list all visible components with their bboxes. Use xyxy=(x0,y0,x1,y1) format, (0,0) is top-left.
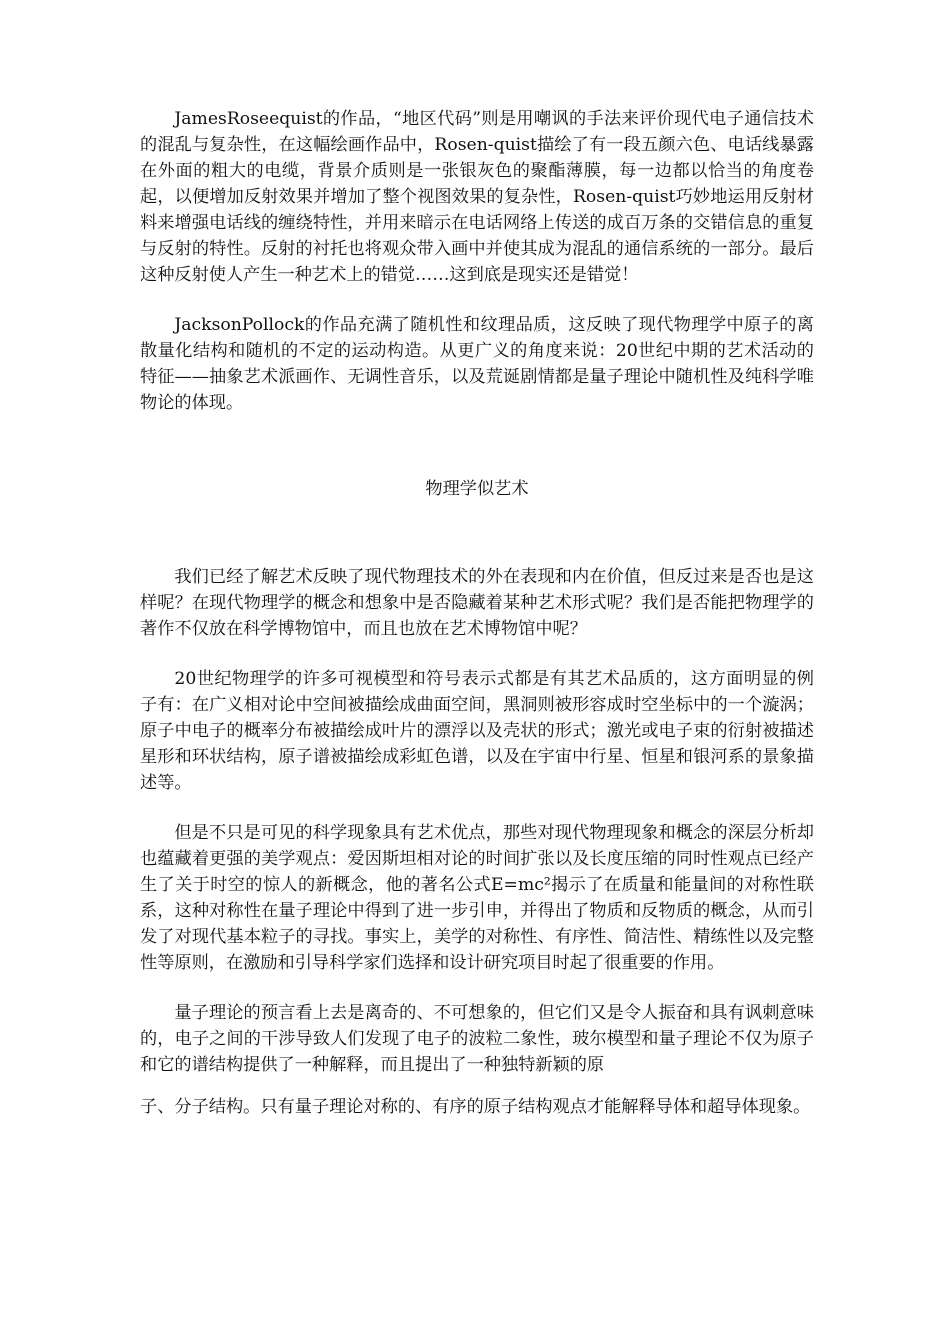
section-heading: 物理学似艺术 xyxy=(425,479,529,499)
paragraph-quantum-predictions: 量子理论的预言看上去是离奇的、不可想象的，但它们又是令人振奋和具有讽刺意味的，电子之间的干涉导致人们发现了电子的波粒二象性，玻尔模型和量子理论不仅为原子和它的谱结构提供了一种解释，而且提出了一种独特新颖的原 xyxy=(140,1003,814,1075)
paragraph-aesthetics-of-concepts: 但是不只是可见的科学现象具有艺术优点，那些对现代物理现象和概念的深层分析却也蕴藏着更强的美学观点：爱因斯坦相对论的时间扩张以及长度压缩的同时性观点已经产生了关于时空的惊人的新概念，他的著名公式E=mc²揭示了在质量和能量间的对称性联系，这种对称性在量子理论中得到了进一步引申，并得出了物质和反物质的概念，从而引发了对现代基本粒子的寻找。事实上，美学的对称性、有序性、简洁性、精练性以及完整性等原则，在激励和引导科学家们选择和设计研究项目时起了很重要的作用。 xyxy=(140,823,814,973)
paragraph-pollock: JacksonPollock的作品充满了随机性和纹理品质，这反映了现代物理学中原子的离散量化结构和随机的不定的运动构造。从更广义的角度来说：20世纪中期的艺术活动的特征——抽象艺术派画作、无调性音乐，以及荒诞剧情都是量子理论中随机性及纯科学唯物论的体现。 xyxy=(140,315,814,413)
paragraph-visual-models: 20世纪物理学的许多可视模型和符号表示式都是有其艺术品质的，这方面明显的例子有：在广义相对论中空间被描绘成曲面空间，黑洞则被形容成时空坐标中的一个漩涡；原子中电子的概率分布被描绘成叶片的漂浮以及壳状的形式；激光或电子束的衍射被描述星形和环状结构，原子谱被描绘成彩虹色谱，以及在宇宙中行星、恒星和银河系的景象描述等。 xyxy=(140,669,814,793)
paragraph-rosenquist: JamesRoseequist的作品，“地区代码”则是用嘲讽的手法来评价现代电子通信技术的混乱与复杂性，在这幅绘画作品中，Rosen-quist描绘了有一段五颜六色、电话线暴露在外面的粗大的电缆，背景介质则是一张银灰色的聚酯薄膜，每一边都以恰当的角度卷起，以便增加反射效果并增加了整个视图效果的复杂性，Rosen-quist巧妙地运用反射材料来增强电话线的缠绕特性，并用来暗示在电话网络上传送的成百万条的交错信息的重复与反射的特性。反射的衬托也将观众带入画中并使其成为混乱的通信系统的一部分。最后这种反射使人产生一种艺术上的错觉……这到底是现实还是错觉！ xyxy=(140,109,814,285)
paragraph-quantum-continuation: 子、分子结构。只有量子理论对称的、有序的原子结构观点才能解释导体和超导体现象。 xyxy=(140,1097,811,1117)
paragraph-art-reflects-physics: 我们已经了解艺术反映了现代物理技术的外在表现和内在价值，但反过来是否也是这样呢？在现代物理学的概念和想象中是否隐藏着某种艺术形式呢？我们是否能把物理学的著作不仅放在科学博物馆中，而且也放在艺术博物馆中呢？ xyxy=(140,567,814,639)
document-page xyxy=(140,106,814,1120)
